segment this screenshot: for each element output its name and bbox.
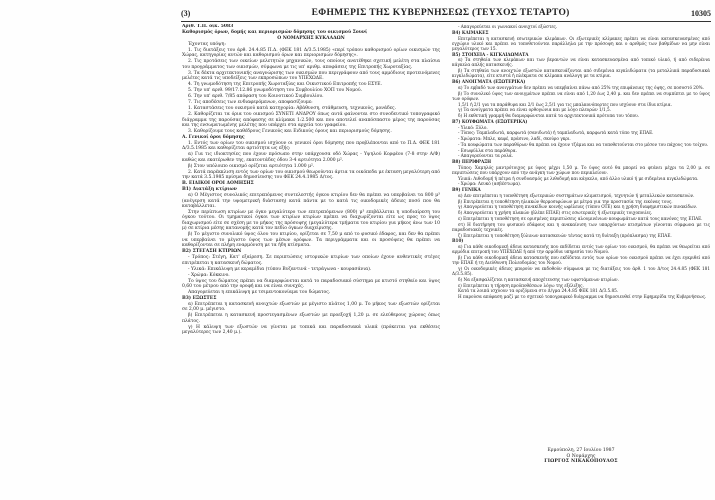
left-paragraph: 2. Κατά παρέκκλιση εντός των ορίων του οικισμού θεωρούνται άρτια τα οικόπεδα με έκταση μεγαλύτερη από την κατά 3.5.1985 πρίσμα δημοσίευσης του ΦΕΚ 24.4.1985 Δ/τος. xyxy=(182,169,440,181)
signature-place-date: Ερμούπολη, 27 Ιουλίου 1987 xyxy=(547,448,615,453)
right-paragraph: β) Το συνολικό ύψος των ανοιγμάτων πρέπει να είναι από 1,20 έως 2,40 μ. και δεν πρέπει να συμπίπτει με το ύψος των ορόφων. xyxy=(452,90,710,101)
left-paragraph: - Χρώμα: Κόκκινο. xyxy=(188,272,230,278)
page-indicator: (3) xyxy=(181,8,191,18)
header-rule xyxy=(181,21,711,22)
left-paragraph: 4. Τη γνωμοδότηση της Επιτροπής Χωροταξίας και Οικιστικού Επιτροπής του ΕΣΥΕ. xyxy=(188,82,383,88)
left-paragraph: Καθορισμός όρων, δομής και περιορισμών δόμησης του οικισμού Σουνί xyxy=(182,30,368,35)
right-paragraph: Β7) ΚΟΥΦΩΜΑΤΑ (ΕΞΩΤΕΡΙΚΑ) xyxy=(452,118,528,124)
right-paragraph: - Εσωφύλλα στα παράθυρα. xyxy=(458,147,517,153)
right-paragraph: ζ) Επιτρέπεται η τοποθέτηση ξύλινων κατασκευών τέντας κατά τη διάταξη (πρόπλασμα) της ΕΠΑΕ. xyxy=(458,232,672,238)
right-paragraph: α) Δεν επιτρέπεται η τοποθέτηση εξωτερικών συστημάτων κλιματισμού, τεχνητών ή μεταλλικών κατασκευών. xyxy=(458,192,695,198)
left-paragraph: β) Επιτρέπεται η κατασκευή προστεγασμένων εξωστών με προεξοχή 1,20 μ. σε ελεύθερους χώρους όπως πλάτος. xyxy=(182,313,440,324)
right-paragraph: δ) Η εκθετική γραμμή θα διαμορφώνεται κατά τα αρχιτεκτονικά πρότυπα του τόπου. xyxy=(458,113,639,119)
left-paragraph: α) Για τις ιδιοκτησίες που έχουν πρόσωπο στην υπάρχουσα οδό Χώρας - Υψηλού Κορφέου (7-8 στην Α/Φ) καθώς και εκατέρωθεν της, εκατοντάδες όδου 3-4 αρτιότητα 2.000 μ². xyxy=(182,152,440,163)
right-paragraph: Β6) ΑΝΟΙΓΜΑΤΑ (ΕΞΩΤΕΡΙΚΑ) xyxy=(452,79,526,85)
gazette-title: ΕΦΗΜΕΡΙΣ ΤΗΣ ΚΥΒΕΡΝΗΣΕΩΣ (ΤΕΥΧΟΣ ΤΕΤΑΡΤΟ) xyxy=(311,8,570,18)
right-paragraph: Υλικά: Λιθοδομή ή πέτρα ή συνδυασμός με λιθοδομή και κάγκελο, από άλλο υλικό ή με σιδερένια κιγκλιδώματα. xyxy=(458,175,699,181)
left-paragraph: Το ύψος του δώματος πρέπει να διαμορφώνεται κατά το παραδοσιακό σύστημα με κτιστό στηθαίο και ύψος 0,60 του μέτρου από την οροφή και να είναι συνεχές. xyxy=(182,278,440,289)
right-paragraph: - Υλικό: Ξύλο. xyxy=(458,124,488,130)
left-column xyxy=(182,24,440,494)
left-paragraph: 7. Τις αποδέσεις των ενδιαφερόμενων, αποφασίζουμε: xyxy=(188,100,313,106)
right-paragraph: δ) Απαγορεύεται η χρήση πλακών (βλέπε ΕΠΑΕ) στις εσωτερικές ή εξωτερικές τοιχοποιίες. xyxy=(458,210,653,216)
left-paragraph: Β. ΕΙΔΙΚΟΙ ΟΡΟΙ ΔΟΜΗΣΗΣ xyxy=(182,181,254,187)
signature-block xyxy=(452,448,710,465)
left-paragraph: 3. Τα δέκτα αρχιτεκτονικής αναγνώρισης των οικισμών που περιγράφουν από τους αρμόδιους προτεινόμενες μελέτες κατά τις υποδείξεις των εκπροσώπων του ΥΠΕΧΩΔΕ. xyxy=(182,70,440,82)
right-paragraph: - Απαγορεύεται οι γωνιακοί ανοιχτοί εξώστες. xyxy=(458,24,558,29)
right-paragraph: δ) Να εξασφαλίζεται η κατασκευή αποχέτευσης των υφιστάμενων κτιρίων. xyxy=(458,276,619,282)
right-column xyxy=(452,24,710,444)
signature-role: Ο Νομάρχης xyxy=(566,453,596,459)
right-paragraph: Κατά τα λοιπά ισχύουν τα οριζόμενα στο Δ/γμα 24.4.85 ΦΕΚ 181 Δ/3.5.85. xyxy=(458,288,619,294)
right-paragraph: Β5) ΣΤΟΙΧΕΙΑ - ΚΙΓΚΛΙΔΩΜΑΤΑ xyxy=(452,51,529,57)
left-paragraph: Β2) ΣΤΕΓΑΣΗ ΚΤΙΡΙΩΝ xyxy=(182,249,242,255)
left-paragraph: α) Ο Μέγιστος συνολικός επιτρεπόμενος συντελεστής όγκου κτιρίου δεν θα πρέπει να υπερβαίνει τα 800 μ³ (ανέγερση κατά την υψομετρική διάσταση) κατά πάντα με το κατά τις οικοδομικές άδειες ποσό που θα καταβάλλεται. xyxy=(182,193,440,210)
right-paragraph: Επιτρέπεται η κατασκευή εσωτερικών κλιμάκων. Οι εξωτερικές κλίμακες πρέπει να είναι κατασκευασμένες από εγχώριο υλικό και πρέπει να τοποθετούνται παράλληλα με την πρόσοψη και ο αριθμός των βαθμίδων να μην είναι μεγαλύτερος των 15. xyxy=(452,35,710,51)
right-paragraph: - Απαγορεύονται τα ρολά. xyxy=(458,153,514,159)
right-paragraph: ε) Επιτρέπεται η τήρηση προϋποθέσεων λόγω της εξέλιξης. xyxy=(458,282,584,288)
right-paragraph: γ) Τα ανοίγματα πρέπει να είναι ορθογώνια και με λόγο πλευρών 1/1,5. xyxy=(458,107,612,113)
left-paragraph: 2. Τις προτάσεις των οικείων μελετητών μηχανικών, τους οποίους ανατέθηκε σχετική μελέτη στα πλαίσια του προγράμματος των οικισμών, σύμφωνα με τις υπ' αριθμ. αποφάσεις της Επιτροπής Χωροταξίας. xyxy=(182,59,440,70)
right-paragraph: - Τα κουφώματα των παραθύρων θα πρέπει να έχουν τζάμια και να τοποθετούνται στο μέσον του πάχους του τοίχου. xyxy=(458,141,709,147)
right-paragraph: ε) Επιτρέπεται η τοποθέτηση σε ορισμένες περιπτώσεις αλουμινένιων κουφωμάτων κατά τους κανόνες της ΕΠΑΕ. xyxy=(458,215,703,221)
right-paragraph: 1,5/1 ή 2/1 για τα παράθυρα και 2/1 έως 2,5/1 για τις μπαλκονόπορτες που ισχύουν στα ίδια κτίρια. xyxy=(458,101,672,107)
right-paragraph: Τύπος: Χαμηλός μαντρότοιχος με ύψος μέχρι 1,50 μ. Το ύψος αυτό θα μπορεί να φτάνει μέχρι τα 2,00 μ. σε περιπτώσεις που υπάρχουν από την ανάγκη των χώρων που περικλείουν. xyxy=(452,164,710,175)
right-paragraph: β) Τα στηθαία των ανοιχτών εξωστών κατασκευάζονται από σιδερένια κιγκλιδώματα (τα μεταλλικά παραδοσιακά κιγκλιδώματα), είτε κτιστά ή πλέκματα σε κλίμακα ανάλογη με τα κτίρια. xyxy=(452,68,710,79)
left-paragraph: - Υλικά: Επικάλυψη με κεραμίδια (τύπου Βυζαντινά - τετράγωνα - κουρασάνια). xyxy=(188,266,372,272)
right-paragraph: Β10) xyxy=(452,238,464,244)
left-paragraph: β) Το μέγιστο συνολικό ύψος όλου του κτιρίου, ορίζεται σε 7,50 μ από το φυσικό έδαφος, και δεν θα πρέπει να υπερβαίνει το μέγιστο ύψος των μέσων ορόφων. Τα περιγράμματα και οι προσόψεις θα πρέπει να καθορίζονται σε πλήρη εναρμόνιση με τα ήδη κτίσματα. xyxy=(182,232,440,249)
right-paragraph: Β4) ΚΛΙΜΑΚΕΣ xyxy=(452,29,489,35)
left-paragraph: 1. Τις διατάξεις του άρθ. 24.4.85 Π.Δ. (ΦΕΚ 181 Δ/3.5.1985) «περί τρόπου καθορισμού ορίων οικισμών της Χώρας, κατηγορίας αυτών και καθορισμού όρων και περιορισμών δόμησης». xyxy=(182,48,440,59)
right-paragraph: α) Το εμβαδό των ανοιγμάτων δεν πρέπει να υπερβαίνει πάνω από 25% της επιφάνειας της όψης, σε ποσοστό 20%. xyxy=(458,84,704,90)
left-paragraph: Β3) ΕΞΩΣΤΕΣ xyxy=(182,295,217,301)
left-paragraph: Απαγορεύεται η επικάλυψη με τσιμεντοκονίαμα του δώματος. xyxy=(188,289,331,295)
left-paragraph: - Τρόπος: Στέγη, Κατ' εξαίρεση. Σε περιπτώσεις ιστορικών κτιρίων των οποίων έχουν αυθεντικές στέγες επιτρέπεται η κατασκευή δώματος. xyxy=(182,255,440,266)
left-paragraph: α) Επιτρέπεται η κατασκευή ανοιχτών εξωστών με μέγιστο πλάτος 1,00 μ. Το μήκος των εξωστών ορίζεται σε 2,00 μ. μέγιστο. xyxy=(182,301,440,313)
right-paragraph: β) Για κάθε οικοδομική άδεια κατασκευής που εκδίδεται εντός των ορίων του οικισμού πρέπει να έχει εγκριθεί από την ΕΠΑΕ ή τη Διεύθυνση Πολεοδομίας του Νομού. xyxy=(452,255,710,266)
right-paragraph: β) Επιτρέπεται η τοποθέτηση ηλιακών θερμοσιφώνων με μέτρα για την προστασία της εικόνας τους. xyxy=(458,198,673,204)
right-paragraph: α) Για κάθε οικοδομική άδεια κατασκευής που εκδίδεται εντός των ορίων του οικισμού, θα πρέπει να θεωρείται από αρμόδια επιτροπή του ΥΠΕΧΩΔΕ ή από την αρμόδια υπηρεσία του Νομού. xyxy=(452,244,710,255)
right-paragraph: γ) Απαγορεύεται η τοποθέτηση πινακίδων κοινής ωφέλειας (τύπου ΟΤΕ) και η χρήση διαφημιστικών πινακίδων. xyxy=(458,204,698,210)
left-paragraph: Αριθ. Τ.Π. οικ. 5083 xyxy=(182,24,234,29)
right-paragraph: α) Τα στηθαία των κλιμάκων και των βεραντών να είναι κατασκευασμένα από τοπικό υλικό, ή από σιδερένια κάγκελα απλής κατασκευής. xyxy=(452,57,710,68)
right-paragraph: Η παρούσα απόφαση μαζί με το σχετικό τοπογραφικό διάγραμμα να δημοσιευθεί στην Εφημερίδα της Κυβερνήσεως. xyxy=(458,294,707,300)
left-paragraph: Α. Γενικοί όροι δόμησης xyxy=(182,135,245,141)
right-paragraph: - Χρώματα: Μπλε, καφέ, πράσινο, λαδί, σκούρο γκρι. xyxy=(458,136,571,142)
right-paragraph: στ) Η διατήρηση του φυσικού εδάφους και η ανακαίνιση των υπαρχόντων κτισμάτων γίνονται σύμφωνα με τις παραδοσιακές τεχνικές. xyxy=(452,221,710,232)
page-number: 10305 xyxy=(691,8,711,18)
masthead xyxy=(181,6,711,20)
right-paragraph: Β8) ΠΕΡΙΦΡΑΞΗ xyxy=(452,159,492,165)
left-paragraph: γ) Η κάλυψη των εξωστών να γίνεται με τοπικά και παραδοσιακά υλικά (πρόκειται για εκθέσεις μεγαλύτερες των 2,40 μ.). xyxy=(182,324,440,336)
left-paragraph: 1. Καταστάσεις του οικισμού κατά κατηγορία: Αβάθυνση, στάθμευση, τεχνικούς, μονάδες. xyxy=(188,106,397,112)
left-paragraph: 2. Καθορίζεται τα όρια του οικισμού ΣΥΝΕΤΙ ΑΝΔΡΟΥ όπως αυτά φαίνονται στο συνοδευτικό τοπογραφικό διάγραμμα της παρούσας απόφασης σε κλίμακα 1:2.500 και που αποτελεί αναπόσπαστο μέρος της παρούσας και της ενσωματωμένης μελέτης που υπάρχει στα αρχεία του γραφείου. xyxy=(182,112,440,129)
left-paragraph: Ο ΝΟΜΑΡΧΗΣ ΚΥΚΛΑΔΩΝ xyxy=(277,36,345,41)
left-paragraph: 6. Την υπ' αριθ. 7/85 απόφαση του Κοινοτικού Συμβουλίου. xyxy=(188,94,324,100)
left-paragraph: β) Στον υπόλοιπο οικισμό ορίζεται αρτιότητα 1.000 μ². xyxy=(188,163,315,169)
signature-name: ΓΙΩΡΓΟΣ ΝΙΚΑΚΟΠΟΥΛΟΣ xyxy=(544,459,618,465)
right-paragraph: Β9) ΓΕΝΙΚΑ xyxy=(452,187,481,193)
left-paragraph: 5. Την υπ' αριθ. 99/17.12.86 γνωμοδότηση του Συμβουλίου ΧΟΠ του Νομού. xyxy=(188,88,363,94)
left-paragraph: 3. Καθορίζουμε τους καθέδρους Γενικούς και Ειδικούς όρους και περιορισμούς δόμησης. xyxy=(188,129,392,135)
left-paragraph: Στην περίπτωση κτιρίων με όγκο μεγαλύτερο των επιτρεπόμενων (800) μ³ επιβάλλεται η υποδιαίρεση του όγκου τούτου. Οι τμηματικοί όγκοι των κτιρίων κτιρίων πρέπει να διαχωρίζονται είτε ως προς το ύψος διαχωρισμού είτε σε σχέση με το μήκος της πρόσοψης (μεγαλύτερα τμήματα του κτιρίου για μήκος άνω των 10 μ) σε κτίρια μέσης κατανομής κατά τον πεδίο όγκων διαχείρισης. xyxy=(182,210,440,232)
right-paragraph: - Χρώμα: Λευκό (ασβέστωμα). xyxy=(458,181,522,187)
left-paragraph: Β1) Διατάξη κτίριων xyxy=(182,187,237,193)
left-paragraph: Έχοντας υπόψη: xyxy=(188,42,226,47)
left-paragraph: 1. Εντός των ορίων του οικισμού ισχύουν οι γενικοί όροι δόμησης που προβλέπονται από το Π.Δ. ΦΕΚ 181 Δ/3.5.1985 και καθορίζεται αρτιότητα ως εξής: xyxy=(182,141,440,152)
right-paragraph: - Τύπος: Ταμπλαδωτά, καρφωτά (σανιδωτά) ή ταμπλαδωτά, καρφωτά κατά τύπο της ΕΠΑΕ. xyxy=(458,130,654,136)
right-paragraph: γ) Οι οικοδομικές άδειες μπορούν να εκδοθούν σύμφωνα με τις διατάξεις του άρθ. 1 του Δ/τος 24.4.85 (ΦΕΚ 181 Δ/3.5.85). xyxy=(452,265,710,277)
